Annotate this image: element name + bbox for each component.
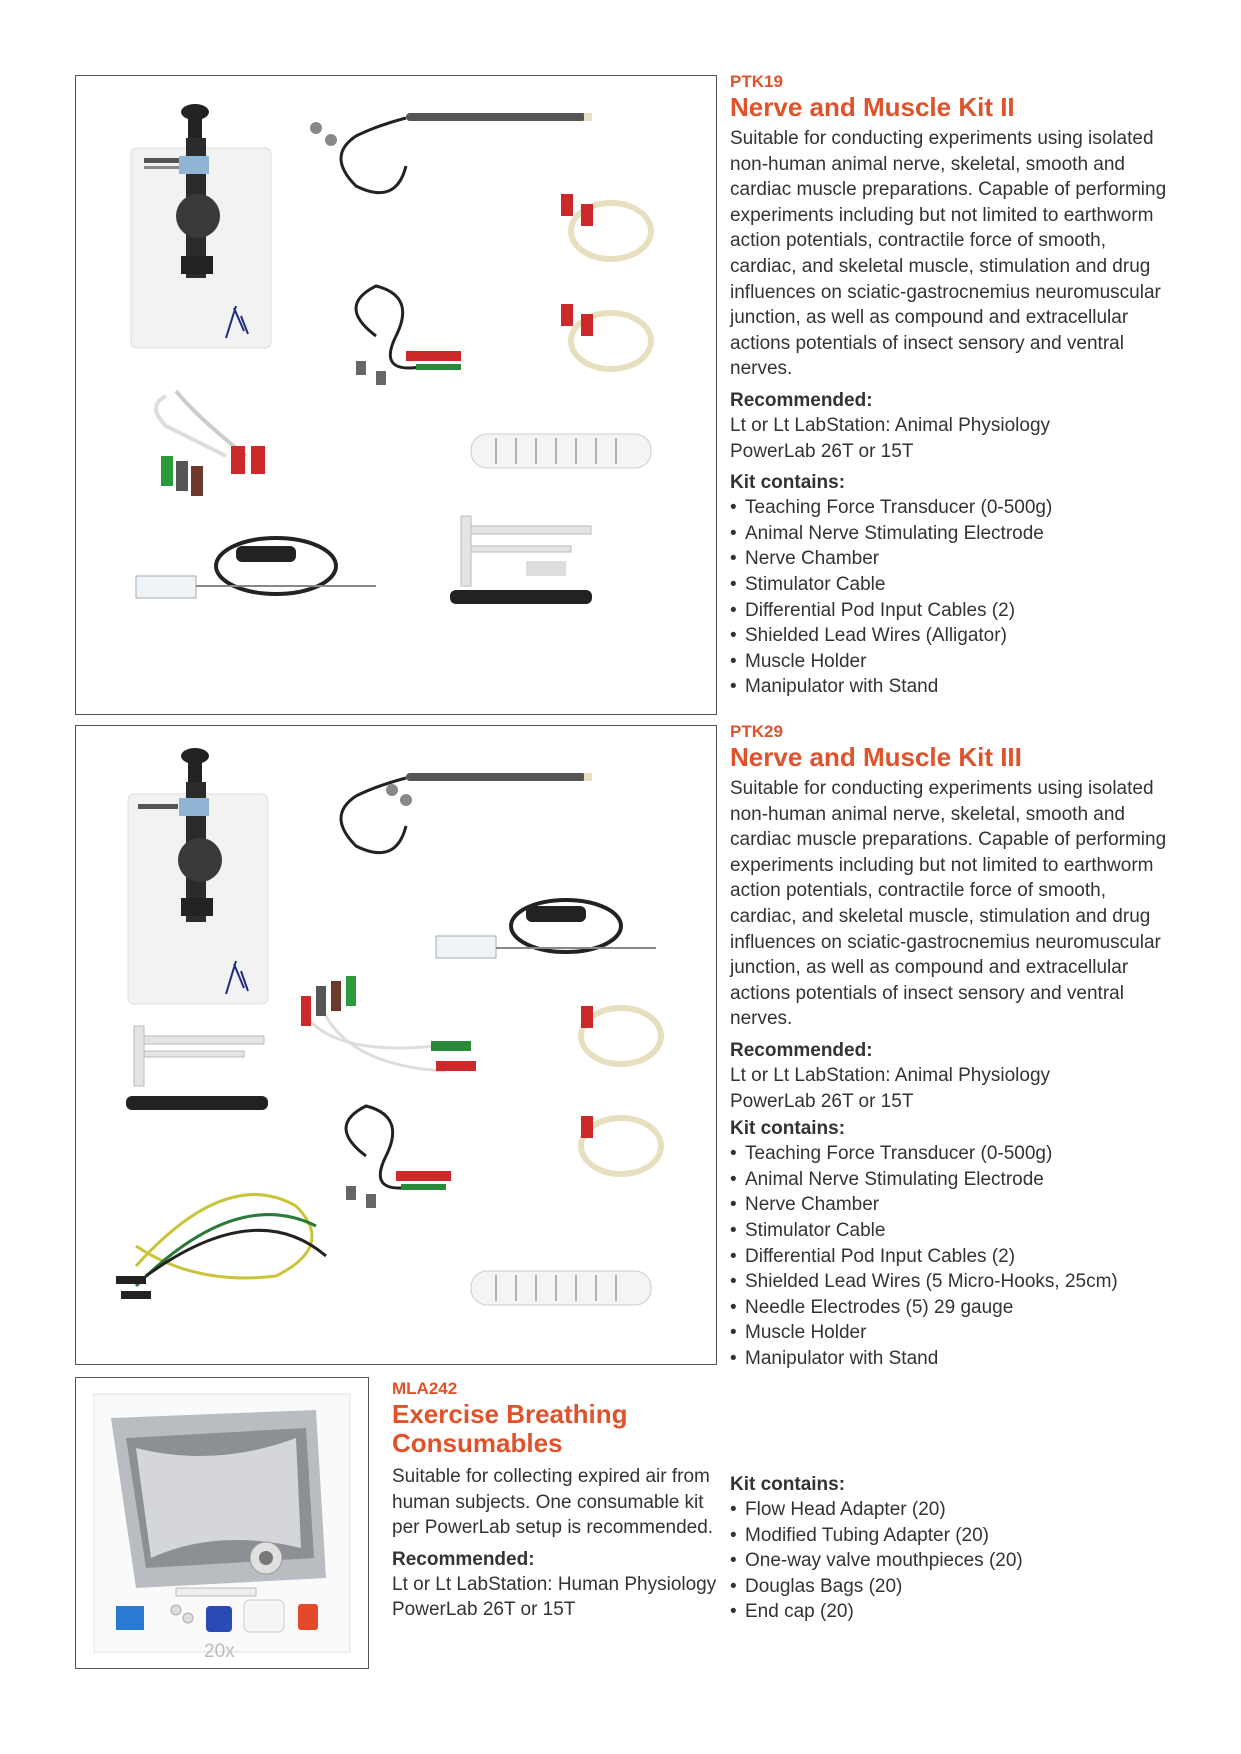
ptk29-recommended-item: Lt or Lt LabStation: Animal Physiology bbox=[730, 1064, 1051, 1086]
mla242-product-code: MLA242 bbox=[392, 1379, 458, 1398]
list-item: • End cap (20) bbox=[730, 1599, 1170, 1625]
list-item: • Needle Electrodes (5) 29 gauge bbox=[730, 1295, 1170, 1321]
nerve-stimulating-electrode-image bbox=[341, 773, 592, 853]
stimulator-cable-image bbox=[116, 1195, 326, 1299]
mla242-product-photo bbox=[75, 1377, 369, 1669]
ptk19-kit-contains-heading: Kit contains: bbox=[730, 472, 846, 494]
manipulator-stand-image bbox=[131, 104, 271, 348]
list-item: • Shielded Lead Wires (5 Micro-Hooks, 25cm) bbox=[730, 1269, 1170, 1295]
muscle-holder-image bbox=[450, 516, 592, 604]
muscle-holder-image bbox=[126, 1026, 268, 1110]
ptk19-product-photo bbox=[75, 75, 717, 715]
mla242-recommended-item: Lt or Lt LabStation: Human Physiology bbox=[392, 1573, 717, 1595]
differential-pod-cables-image bbox=[346, 1106, 451, 1208]
list-item: • Animal Nerve Stimulating Electrode bbox=[730, 521, 1170, 547]
ptk29-product-title: Nerve and Muscle Kit III bbox=[730, 742, 1022, 772]
ptk19-recommended-heading: Recommended: bbox=[730, 389, 873, 411]
list-item: • Muscle Holder bbox=[730, 1320, 1170, 1346]
ptk29-product-code: PTK29 bbox=[730, 722, 783, 741]
douglas-bag-image bbox=[111, 1410, 326, 1588]
nerve-chamber-image bbox=[471, 1271, 651, 1305]
list-item: • Teaching Force Transducer (0-500g) bbox=[730, 495, 1170, 521]
ptk19-product-title: Nerve and Muscle Kit II bbox=[730, 92, 1015, 122]
ptk29-recommended-item: PowerLab 26T or 15T bbox=[730, 1090, 914, 1112]
mla242-info bbox=[392, 1379, 722, 1623]
stimulator-cable-image bbox=[156, 391, 265, 496]
mla242-contents bbox=[730, 1466, 1170, 1625]
list-item: • Manipulator with Stand bbox=[730, 674, 1170, 700]
list-item: • Stimulator Cable bbox=[730, 572, 1170, 598]
ptk29-kit-contains-heading: Kit contains: bbox=[730, 1118, 846, 1140]
mla242-kit-contents-list bbox=[730, 1497, 1170, 1625]
mla242-recommended-item: PowerLab 26T or 15T bbox=[392, 1599, 576, 1621]
list-item: • Differential Pod Input Cables (2) bbox=[730, 1244, 1170, 1270]
manipulator-stand-image bbox=[128, 748, 268, 1004]
ptk19-product-code: PTK19 bbox=[730, 72, 783, 91]
mla242-product-title-line1: Exercise Breathing bbox=[392, 1399, 628, 1429]
ptk29-description: Suitable for conducting experiments using isolated non-human animal nerve, skeletal, smooth and cardiac muscle preparations. Capable of performing experiments including but not limited to earthworm action potentials, contractile force of smooth, cardiac, and skeletal muscle, stimulation and drug influences on sciatic-gastrocnemius neuromuscular junction, as well as compound and extracellular actions potentials of insect sensory and ventral nerves. bbox=[730, 778, 1167, 1030]
list-item: • Stimulator Cable bbox=[730, 1218, 1170, 1244]
list-item: • One-way valve mouthpieces (20) bbox=[730, 1548, 1170, 1574]
list-item: • Muscle Holder bbox=[730, 649, 1170, 675]
ptk29-recommended-heading: Recommended: bbox=[730, 1039, 873, 1061]
ptk19-kit-contents-list bbox=[730, 495, 1170, 700]
list-item: • Manipulator with Stand bbox=[730, 1346, 1170, 1372]
shielded-lead-wires-image bbox=[561, 194, 651, 369]
nerve-stimulating-electrode-image bbox=[310, 113, 592, 193]
list-item: • Differential Pod Input Cables (2) bbox=[730, 598, 1170, 624]
shielded-lead-wires-image bbox=[581, 1006, 661, 1174]
mla242-description: Suitable for collecting expired air from human subjects. One consumable kit per PowerLab setup is recommended. bbox=[392, 1466, 714, 1539]
force-transducer-image bbox=[436, 900, 656, 958]
ptk29-kit-contents-list bbox=[730, 1141, 1170, 1371]
ptk29-product-photo bbox=[75, 725, 717, 1365]
nerve-chamber-image bbox=[471, 434, 651, 468]
ptk19-recommended-item: Lt or Lt LabStation: Animal Physiology bbox=[730, 414, 1051, 436]
quantity-badge: 20x bbox=[204, 1641, 235, 1662]
differential-pod-cables-image bbox=[356, 286, 461, 385]
list-item: • Douglas Bags (20) bbox=[730, 1574, 1170, 1600]
list-item: • Nerve Chamber bbox=[730, 1192, 1170, 1218]
ptk19-description: Suitable for conducting experiments using isolated non-human animal nerve, skeletal, smooth and cardiac muscle preparations. Capable of performing experiments including but not limited to earthworm action potentials, contractile force of smooth, cardiac, and skeletal muscle, stimulation and drug influences on sciatic-gastrocnemius neuromuscular junction, as well as compound and extracellular actions potentials of insect sensory and ventral nerves. bbox=[730, 128, 1167, 380]
needle-electrodes-image bbox=[301, 976, 476, 1071]
list-item: • Teaching Force Transducer (0-500g) bbox=[730, 1141, 1170, 1167]
ptk19-recommended-item: PowerLab 26T or 15T bbox=[730, 440, 914, 462]
ptk19-info bbox=[730, 72, 1170, 700]
list-item: • Shielded Lead Wires (Alligator) bbox=[730, 623, 1170, 649]
list-item: • Flow Head Adapter (20) bbox=[730, 1497, 1170, 1523]
mla242-kit-contains-heading: Kit contains: bbox=[730, 1474, 846, 1495]
mla242-recommended-heading: Recommended: bbox=[392, 1548, 535, 1570]
list-item: • Animal Nerve Stimulating Electrode bbox=[730, 1167, 1170, 1193]
ptk29-info bbox=[730, 722, 1170, 1371]
list-item: • Nerve Chamber bbox=[730, 546, 1170, 572]
mla242-product-title-line2: Consumables bbox=[392, 1428, 563, 1458]
list-item: • Modified Tubing Adapter (20) bbox=[730, 1523, 1170, 1549]
force-transducer-image bbox=[136, 538, 376, 598]
